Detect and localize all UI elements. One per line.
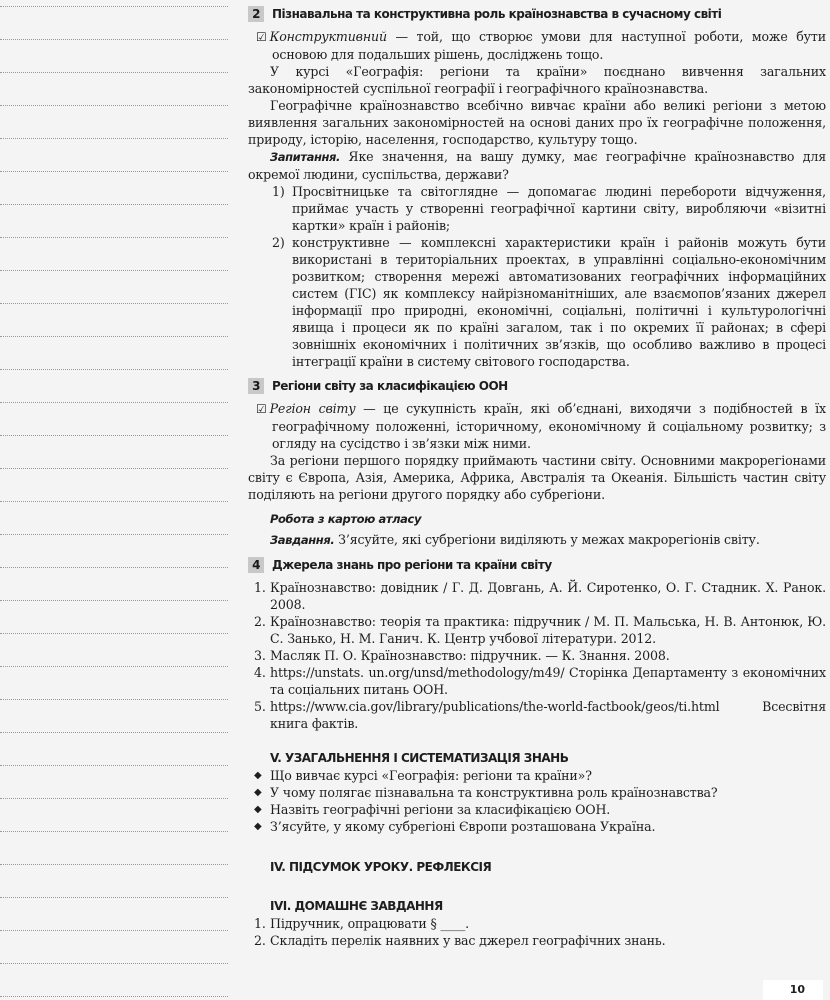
task-label: Завдання.: [270, 533, 335, 547]
item-number: 2): [272, 235, 285, 250]
task-text: З’ясуйте, які субрегіони виділяють у межах макрорегіонів світу.: [334, 532, 760, 547]
notes-margin: [0, 0, 228, 1000]
note-line: [0, 765, 228, 766]
note-line: [0, 534, 228, 535]
item-text: https://unstats. un.org/unsd/methodology/m49/ Сторінка Департаменту з економічних та соціальних питань ООН.: [270, 665, 826, 697]
list-item: [248, 915, 826, 932]
note-line: [0, 831, 228, 832]
stage-5-heading: V. УЗАГАЛЬНЕННЯ І СИСТЕМАТИЗАЦІЯ ЗНАНЬ: [270, 751, 569, 765]
item-text: Що вивчає курсі «Географія: регіони та країни»?: [270, 768, 592, 783]
section-title: Пізнавальна та конструктивна роль країнознавства в сучасному світі: [272, 6, 722, 21]
item-text: Складіть перелік наявних у вас джерел географічних знань.: [270, 933, 666, 948]
list-item: [248, 818, 826, 835]
answer-list: [248, 183, 826, 370]
item-text: У чому полягає пізнавальна та конструктивна роль країнознавства?: [270, 785, 718, 800]
bullet-icon: ◆: [254, 804, 262, 815]
paragraph: За регіони першого порядку приймають частини світу. Основними макрорегіонами світу є Європа, Азія, Америка, Африка, Австралія та Океанія. Більшість частин світу поділяють на регіони другого порядку або субрегіони.: [248, 453, 826, 502]
note-line: [0, 336, 228, 337]
question: [248, 148, 826, 183]
item-number: 2.: [254, 614, 266, 629]
item-text: Просвітницьке та світоглядне — допомагає людині перебороти відчуження, приймає участь у створенні географічної картини світу, виробляючи «візитні картки» країн і районів;: [292, 184, 826, 233]
bullet-icon: ◆: [254, 787, 262, 798]
item-text: Масляк П. О. Країнознавство: підручник. — К. Знання. 2008.: [270, 648, 670, 663]
term-definition: [248, 28, 826, 63]
note-line: [0, 6, 228, 7]
references-list: [248, 579, 826, 732]
section-number-badge: 2: [248, 6, 264, 22]
note-line: [0, 930, 228, 931]
item-number: 1.: [254, 916, 266, 931]
paragraph: У курсі «Географія: регіони та країни» поєднано вивчення загальних закономірностей суспільної географії і географічного країнознавства.: [248, 64, 826, 96]
term-definition: [248, 400, 826, 452]
list-item: [248, 932, 826, 949]
reference-item: [248, 664, 826, 698]
item-text: конструктивне — комплексні характеристики країн і районів можуть бути використані в територіальних проектах, в управлінні соціально-економічним розвитком; створення мережі автоматизованих географічних інформаційних систем (ГІС) як комплексу найрізноманітніших, але взаємопов’язаних джерел інформації про природні, економічні, соціальні, політичні і культурологічні явища і процеси як по країні загалом, так і по окремих її районах; в сфері зовнішніх економічних і політичних зв’язків, що особливо важливо в процесі інтеграції країни в систему світового господарства.: [292, 235, 826, 369]
section-number-badge: 3: [248, 378, 264, 394]
note-line: [0, 633, 228, 634]
list-item: [248, 234, 826, 370]
note-line: [0, 468, 228, 469]
section-title: Джерела знань про регіони та країни світу: [272, 557, 552, 572]
item-text: Назвіть географічні регіони за класифікацією ООН.: [270, 802, 611, 817]
item-text: https://www.cia.gov/library/publications/the-world-factbook/geos/ti.html Всесвітня книга фактів.: [270, 699, 826, 731]
note-line: [0, 732, 228, 733]
item-number: 2.: [254, 933, 266, 948]
note-line: [0, 435, 228, 436]
note-line: [0, 666, 228, 667]
note-line: [0, 171, 228, 172]
paragraph: Географічне країнознавство всебічно вивчає країни або великі регіони з метою виявлення загальних закономірностей на основі даних про їх географічне положення, природу, історію, населення, господарство, культуру тощо.: [248, 98, 826, 147]
page-number-text: 10: [789, 983, 805, 996]
list-item: [248, 801, 826, 818]
note-line: [0, 699, 228, 700]
stage-4-heading: IV. ПІДСУМОК УРОКУ. РЕФЛЕКСІЯ: [270, 860, 492, 874]
stage-6-heading: IVI. ДОМАШНЄ ЗАВДАННЯ: [270, 899, 443, 913]
item-number: 4.: [254, 665, 266, 680]
section-3-heading: [248, 376, 826, 396]
list-item: [248, 183, 826, 234]
note-line: [0, 204, 228, 205]
item-text: Країнознавство: довідник / Г. Д. Довгань, А. Й. Сиротенко, О. Г. Стадник. Х. Ранок. 2008.: [270, 580, 826, 612]
checkbox-icon: ☑: [256, 402, 267, 416]
note-line: [0, 996, 228, 997]
item-number: 5.: [254, 699, 266, 714]
item-text: Підручник, опрацювати § ____.: [270, 916, 469, 931]
item-number: 1.: [254, 580, 266, 595]
reference-item: [248, 613, 826, 647]
homework-list: [248, 915, 826, 949]
term-word: Регіон світу: [269, 401, 356, 416]
term-word: Конструктивний: [269, 29, 387, 44]
subheading: Робота з картою атласу: [270, 512, 422, 526]
list-item: [248, 784, 826, 801]
page-number: [763, 980, 823, 1000]
reference-item: [248, 579, 826, 613]
note-line: [0, 39, 228, 40]
note-line: [0, 798, 228, 799]
note-line: [0, 369, 228, 370]
reference-item: [248, 647, 826, 664]
item-number: 3.: [254, 648, 266, 663]
note-line: [0, 138, 228, 139]
section-title: Регіони світу за класифікацією ООН: [272, 378, 508, 393]
bullet-icon: ◆: [254, 770, 262, 781]
note-line: [0, 303, 228, 304]
note-line: [0, 402, 228, 403]
section-2-heading: [248, 4, 826, 24]
review-questions: [248, 767, 826, 835]
page-content: [248, 2, 826, 949]
item-text: Країнознавство: теорія та практика: підручник / М. П. Мальська, Н. В. Антонюк, Ю. С. Занько, Н. М. Ганич. К. Центр учбової літератури. 2012.: [270, 614, 826, 646]
item-text: З’ясуйте, у якому субрегіоні Європи розташована Україна.: [270, 819, 656, 834]
term-text: — це сукупність країн, які об’єднані, виходячи з подібностей в їх географічному положенні, історичному, економічному й соціальному розвитку; з огляду на сусідство і зв’язки між ними.: [272, 401, 826, 451]
reference-item: [248, 698, 826, 732]
note-line: [0, 897, 228, 898]
section-4-heading: [248, 555, 826, 575]
checkbox-icon: ☑: [256, 30, 267, 44]
note-line: [0, 864, 228, 865]
note-line: [0, 270, 228, 271]
section-number-badge: 4: [248, 557, 264, 573]
note-line: [0, 237, 228, 238]
note-line: [0, 105, 228, 106]
note-line: [0, 963, 228, 964]
note-line: [0, 501, 228, 502]
item-number: 1): [272, 184, 285, 199]
question-text: Яке значення, на вашу думку, має географічне країнознавство для окремої людини, суспільства, держави?: [248, 149, 826, 182]
term-text: — той, що створює умови для наступної роботи, може бути основою для подальших рішень, досліджень тощо.: [272, 29, 826, 62]
question-label: Запитання.: [270, 150, 341, 164]
note-line: [0, 567, 228, 568]
note-line: [0, 600, 228, 601]
note-line: [0, 72, 228, 73]
bullet-icon: ◆: [254, 821, 262, 832]
list-item: [248, 767, 826, 784]
task: [248, 531, 826, 549]
